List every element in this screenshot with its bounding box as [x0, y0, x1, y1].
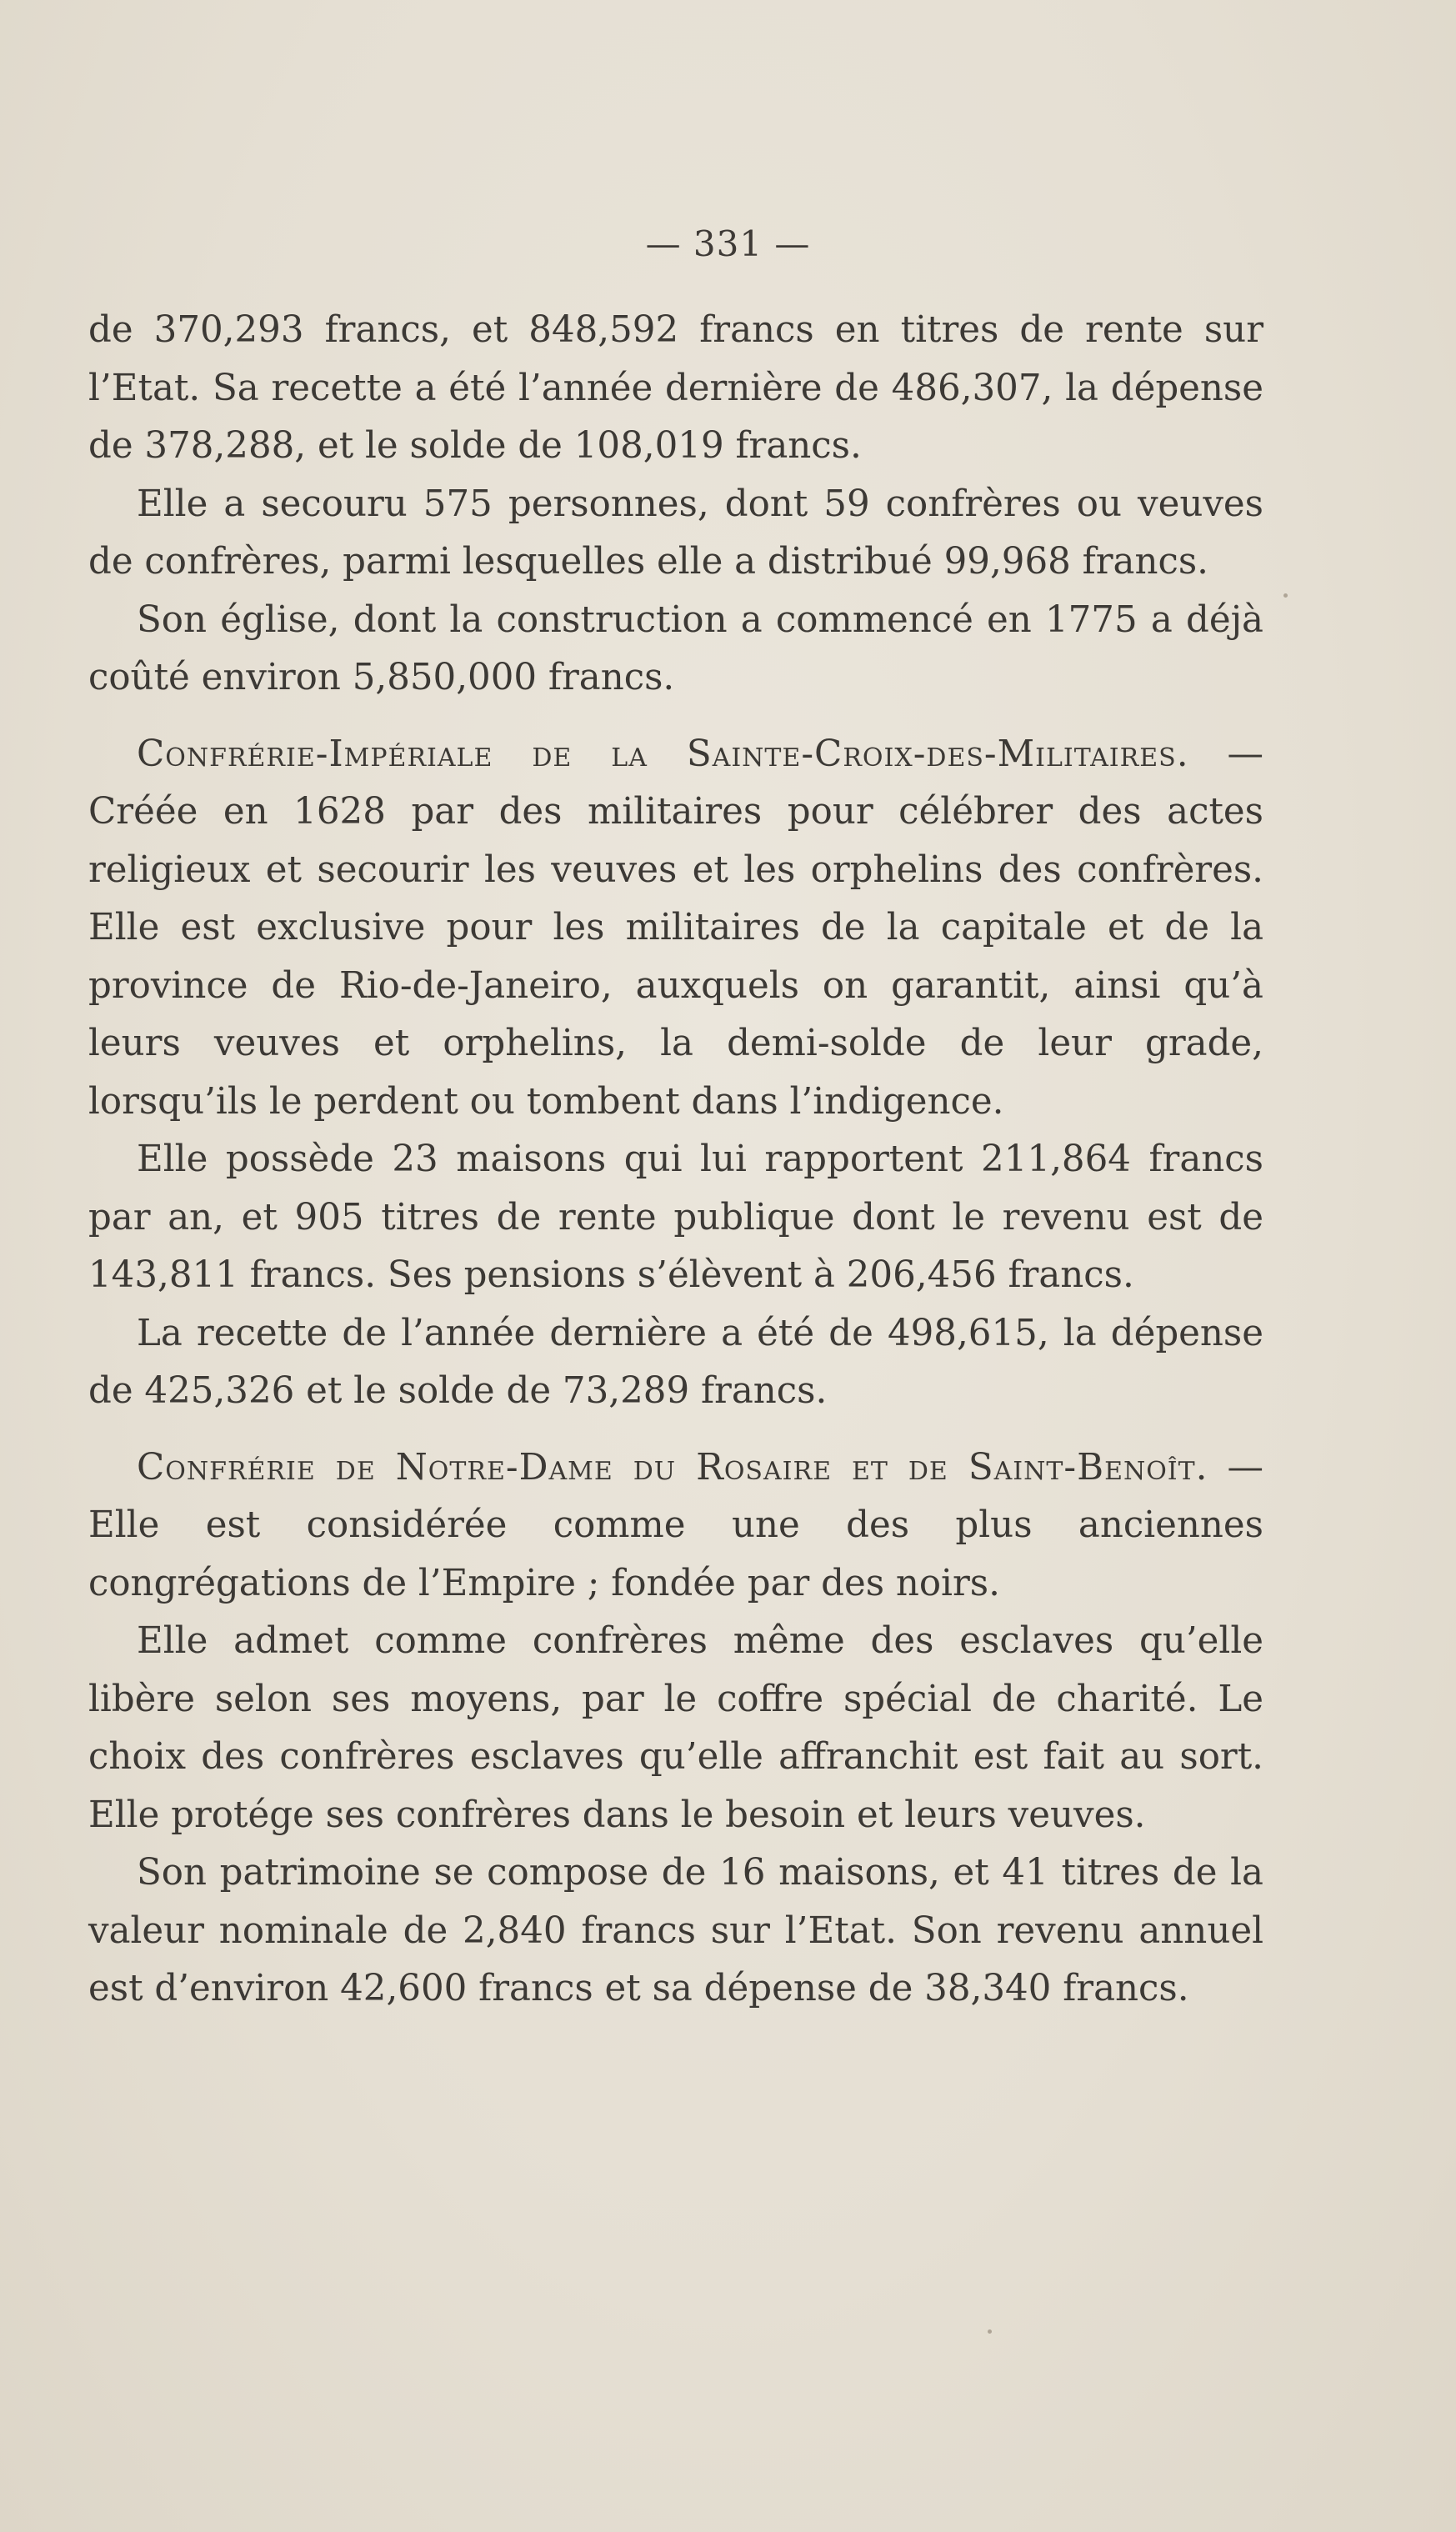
body-text: [88, 302, 1263, 2019]
paragraph-relief: Elle a secouru 575 personnes, dont 59 confrères ou veuves de confrères, parmi lesquelles elle a distribué 99,968 francs.: [88, 483, 1263, 583]
paragraph-property: Elle possède 23 maisons qui lui rapportent 211,864 francs par an, et 905 titres de rente publique dont le revenu est de 143,811 francs. Ses pensions s’élèvent à 206,456 francs.: [88, 1138, 1263, 1296]
section-body-sainte-croix: — Créée en 1628 par des militaires pour célébrer des actes religieux et secourir les veuves et les orphelins des confrères. Elle est exclusive pour les militaires de la capitale et de la province de Rio-de-Janeiro, auxquels on garantit, ainsi qu’à leurs veuves et orphelins, la demi-solde de leur grade, lorsqu’ils le perdent ou tombent dans l’indigence.: [88, 733, 1264, 1123]
section-rosaire: [88, 1439, 1263, 1614]
paper-speck: [988, 2329, 992, 2334]
page-number: — 331 —: [645, 223, 811, 264]
paragraph-receipts: La recette de l’année dernière a été de 498,615, la dépense de 425,326 et le solde de 73,289 francs.: [88, 1312, 1263, 1412]
section-sainte-croix: [88, 726, 1263, 1132]
paragraph-continuation: de 370,293 francs, et 848,592 francs en titres de rente sur l’Etat. Sa recette a été l’année dernière de 486,307, la dépense de 378,288, et le solde de 108,019 francs.: [88, 309, 1263, 467]
paper-speck: [1283, 593, 1288, 598]
section-heading-rosaire: Confrérie de Notre-Dame du Rosaire et de Saint-Benoît.: [137, 1446, 1208, 1489]
paragraph-patrimony: Son patrimoine se compose de 16 maisons, et 41 titres de la valeur nominale de 2,840 francs sur l’Etat. Son revenu annuel est d’environ 42,600 francs et sa dépense de 38,340 francs.: [88, 1852, 1263, 2009]
section-heading-sainte-croix: Confrérie-Impériale de la Sainte-Croix-des-Militaires.: [137, 733, 1189, 775]
section-body-rosaire: — Elle est considérée comme une des plus anciennes congrégations de l’Empire ; fondée par des noirs.: [88, 1446, 1263, 1604]
paragraph-members: Elle admet comme confrères même des esclaves qu’elle libère selon ses moyens, par le coffre spécial de charité. Le choix des confrères esclaves qu’elle affranchit est fait au sort. Elle protége ses confrères dans le besoin et leurs veuves.: [88, 1620, 1263, 1836]
paragraph-church: Son église, dont la construction a commencé en 1775 a déjà coûté environ 5,850,000 francs.: [88, 598, 1263, 698]
